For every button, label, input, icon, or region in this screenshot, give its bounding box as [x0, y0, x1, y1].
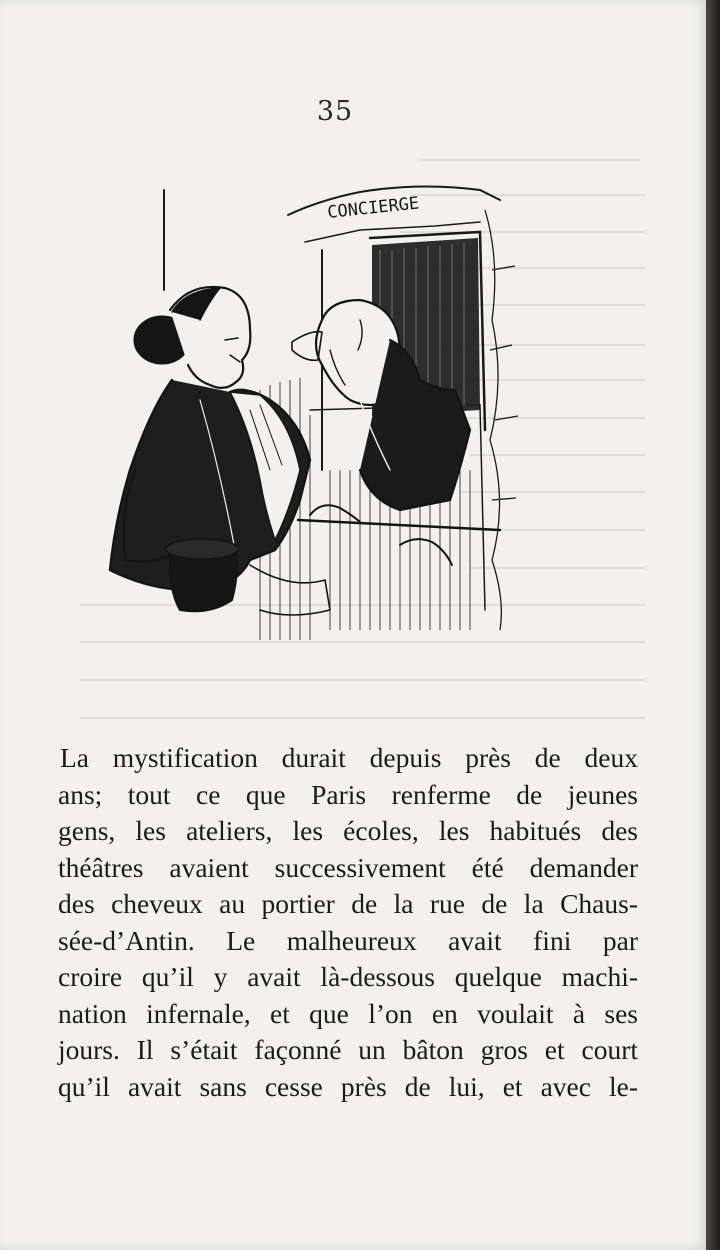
text-line: des cheveux au portier de la rue de la Chaus- — [58, 888, 638, 919]
text-line: qu’il avait sans cesse près de lui, et avec le- — [58, 1070, 638, 1102]
engraving-illustration — [60, 170, 620, 660]
text-line: gens, les ateliers, les écoles, les habitués des — [58, 815, 638, 846]
text-line: jours. Il s’était façonné un bâton gros et court — [58, 1034, 638, 1065]
page-number: 35 — [316, 96, 354, 127]
text-line: théâtres avaient successivement été demander — [58, 851, 638, 883]
text-line: nation infernale, et que l’on en voulait à ses — [58, 997, 638, 1029]
page-edge-shadow — [706, 0, 720, 1250]
concierge-sign: CONCIERGE — [326, 193, 421, 223]
text-line: croire qu’il y avait là-dessous quelque machi- — [58, 961, 638, 992]
body-paragraph — [58, 740, 638, 1105]
text-line: La mystification durait depuis près de deux — [60, 742, 638, 773]
text-line: sée-d’Antin. Le malheureux avait fini par — [58, 924, 638, 956]
text-line: ans; tout ce que Paris renferme de jeunes — [58, 778, 638, 810]
